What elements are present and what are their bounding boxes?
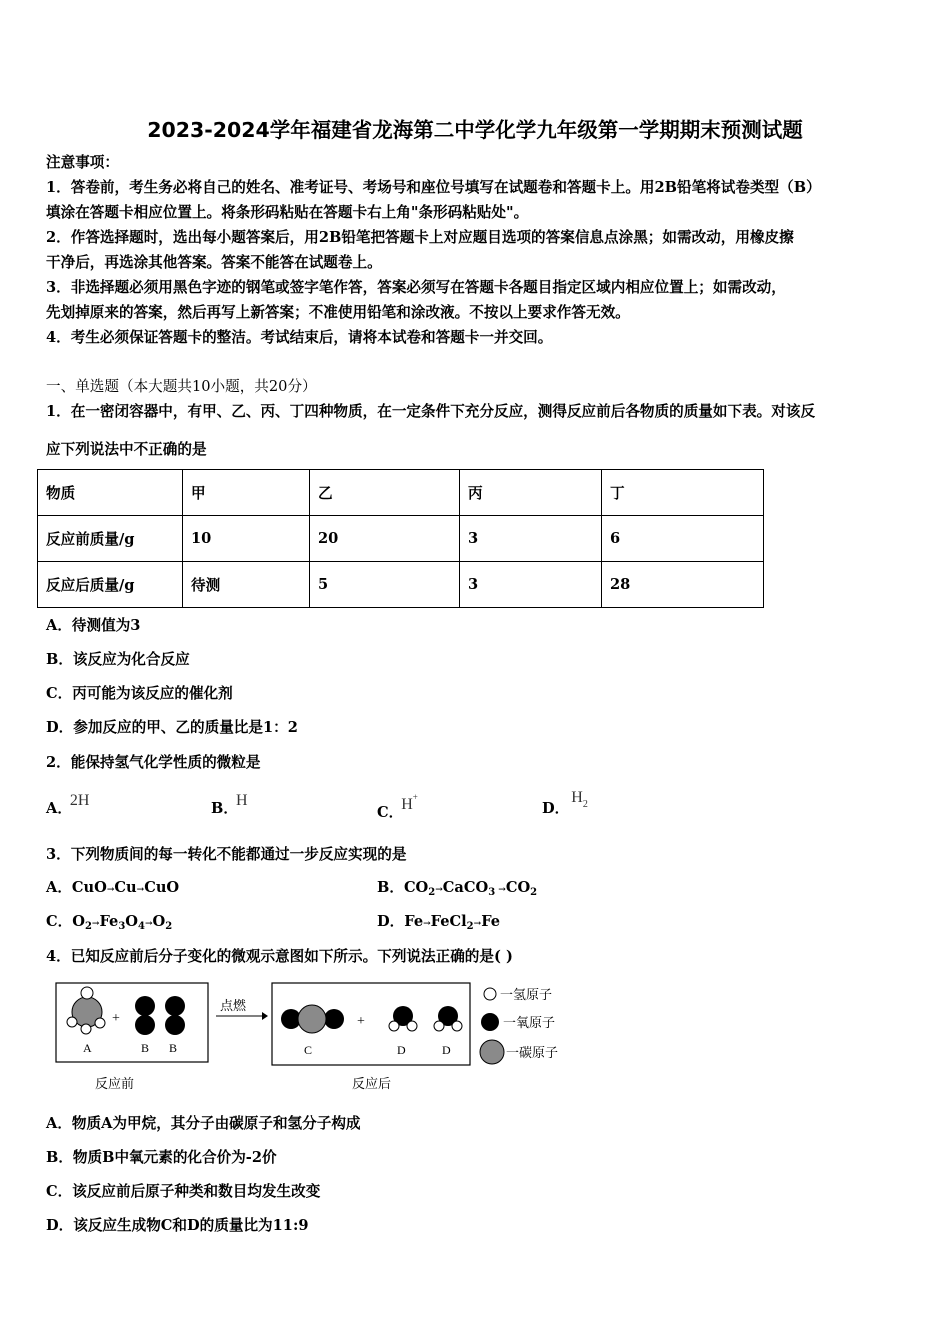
subscript: 2 bbox=[84, 921, 92, 932]
q2-option-d[interactable] bbox=[542, 789, 588, 821]
oxygen-atom bbox=[135, 1015, 155, 1035]
formula: Fe bbox=[481, 913, 501, 930]
formula: CaCO bbox=[442, 879, 489, 896]
subscript: 4 bbox=[138, 921, 145, 932]
plus-sign: + bbox=[357, 1014, 365, 1029]
reaction-diagram bbox=[50, 978, 580, 1098]
formula: CO bbox=[505, 879, 531, 896]
subscript: 2 bbox=[530, 887, 538, 898]
notice-line2b: 干净后，再选涂其他答案。答案不能答在试题卷上。 bbox=[46, 254, 382, 271]
option-label: B． bbox=[377, 879, 404, 896]
option-label: D． bbox=[377, 913, 405, 930]
q3-option-d[interactable] bbox=[377, 912, 500, 937]
table-cell: 20 bbox=[310, 516, 460, 562]
option-label: D． bbox=[542, 800, 570, 817]
legend-hydrogen-icon bbox=[484, 988, 496, 1000]
option-superscript: + bbox=[412, 792, 418, 802]
hydrogen-atom bbox=[67, 1017, 77, 1027]
q3-option-a[interactable] bbox=[46, 878, 179, 900]
q2-stem: 2．能保持氢气化学性质的微粒是 bbox=[46, 754, 261, 771]
table-cell: 待测 bbox=[183, 562, 310, 608]
table-cell: 甲 bbox=[183, 470, 310, 516]
oxygen-atom bbox=[165, 1015, 185, 1035]
option-value: H bbox=[235, 792, 248, 809]
q1-option-a[interactable]: A．待测值为3 bbox=[46, 617, 141, 634]
q1-option-c[interactable]: C．丙可能为该反应的催化剂 bbox=[46, 685, 233, 702]
q4-stem: 4．已知反应前后分子变化的微观示意图如下所示。下列说法正确的是( ) bbox=[46, 948, 513, 965]
subscript: 2 bbox=[165, 921, 173, 932]
arrow-icon: → bbox=[435, 885, 443, 895]
table-cell: 反应后质量/g bbox=[38, 562, 183, 608]
legend-oxygen-label: 一氧原子 bbox=[503, 1016, 556, 1031]
formula: Fe bbox=[404, 913, 424, 930]
table-row bbox=[38, 562, 764, 608]
table-cell: 反应前质量/g bbox=[38, 516, 183, 562]
hydrogen-atom bbox=[95, 1018, 105, 1028]
q4-option-a[interactable]: A．物质A为甲烷，其分子由碳原子和氢分子构成 bbox=[46, 1115, 361, 1132]
table-cell: 6 bbox=[602, 516, 764, 562]
q3-option-b[interactable] bbox=[377, 878, 537, 903]
notice-line3a: 3．非选择题必须用黑色字迹的钢笔或签字笔作答，答案必须写在答题卡各题目指定区域内相应位置上；如需改动， bbox=[46, 279, 786, 296]
option-label: C． bbox=[46, 913, 73, 930]
table-cell: 丙 bbox=[460, 470, 602, 516]
arrow-icon: → bbox=[423, 919, 431, 929]
q4-option-c[interactable]: C．该反应前后原子种类和数目均发生改变 bbox=[46, 1183, 321, 1200]
formula: O bbox=[125, 913, 138, 930]
hydrogen-atom bbox=[407, 1021, 417, 1031]
subscript: 2 bbox=[466, 921, 474, 932]
table-cell: 丁 bbox=[602, 470, 764, 516]
label-a: A bbox=[83, 1041, 92, 1055]
notice-line2a: 2．作答选择题时，选出每小题答案后，用2B铅笔把答题卡上对应题目选项的答案信息点涂黑；如需改动，用橡皮擦 bbox=[46, 229, 794, 246]
table-row bbox=[38, 516, 764, 562]
q1-stem-line1: 1．在一密闭容器中，有甲、乙、丙、丁四种物质，在一定条件下充分反应，测得反应前后各物质的质量如下表。对该反 bbox=[46, 403, 816, 420]
legend-carbon-icon bbox=[480, 1040, 504, 1064]
q3-stem: 3．下列物质间的每一转化不能都通过一步反应实现的是 bbox=[46, 846, 407, 863]
option-label: B． bbox=[211, 800, 238, 817]
subscript: 3 bbox=[488, 887, 496, 898]
section-heading: 一、单选题（本大题共10小题，共20分） bbox=[46, 378, 317, 395]
q1-option-d[interactable]: D．参加反应的甲、乙的质量比是1：2 bbox=[46, 719, 298, 736]
q2-option-b[interactable] bbox=[211, 792, 250, 819]
label-c: C bbox=[304, 1043, 313, 1057]
table-cell: 3 bbox=[460, 562, 602, 608]
table-cell: 28 bbox=[602, 562, 764, 608]
option-label: C． bbox=[377, 804, 404, 821]
legend-hydrogen-label: 一氢原子 bbox=[500, 988, 553, 1003]
q2-option-a[interactable] bbox=[46, 792, 91, 819]
hydrogen-atom bbox=[81, 1024, 91, 1034]
q1-option-b[interactable]: B．该反应为化合反应 bbox=[46, 651, 190, 668]
formula: FeCl bbox=[430, 913, 467, 930]
notice-line1a: 1．答卷前，考生务必将自己的姓名、准考证号、考场号和座位号填写在试题卷和答题卡上。用2B铅笔将试卷类型（B） bbox=[46, 179, 821, 196]
hydrogen-atom bbox=[389, 1021, 399, 1031]
arrow-icon: → bbox=[106, 885, 115, 895]
option-value: H bbox=[401, 796, 413, 813]
label-d: D bbox=[442, 1043, 451, 1057]
formula: O bbox=[72, 913, 85, 930]
option-value: H bbox=[571, 789, 583, 806]
arrow-icon: → bbox=[144, 919, 153, 929]
arrow-icon: → bbox=[91, 919, 100, 929]
legend-carbon-label: 一碳原子 bbox=[506, 1046, 559, 1061]
oxygen-atom bbox=[165, 996, 185, 1016]
table-header-row bbox=[38, 470, 764, 516]
mass-table bbox=[37, 469, 764, 608]
label-b: B bbox=[169, 1041, 178, 1055]
option-value: 2H bbox=[69, 792, 90, 809]
notice-line3b: 先划掉原来的答案，然后再写上新答案；不准使用铅笔和涂改液。不按以上要求作答无效。 bbox=[46, 304, 630, 321]
formula: Fe bbox=[99, 913, 119, 930]
formula: CuO bbox=[144, 879, 180, 896]
notice-line1b: 填涂在答题卡相应位置上。将条形码粘贴在答题卡右上角"条形码粘贴处"。 bbox=[46, 204, 529, 221]
q3-option-c[interactable] bbox=[46, 912, 172, 937]
option-subscript: 2 bbox=[582, 799, 588, 810]
notice-heading: 注意事项： bbox=[46, 154, 119, 171]
arrow-icon: → bbox=[136, 885, 145, 895]
table-cell: 3 bbox=[460, 516, 602, 562]
q4-option-d[interactable]: D．该反应生成物C和D的质量比为11:9 bbox=[46, 1217, 309, 1234]
subscript: 3 bbox=[118, 921, 126, 932]
q1-stem-line2: 应下列说法中不正确的是 bbox=[46, 441, 207, 458]
table-cell: 乙 bbox=[310, 470, 460, 516]
carbon-atom bbox=[298, 1005, 326, 1033]
formula: Cu bbox=[114, 879, 137, 896]
oxygen-atom bbox=[324, 1009, 344, 1029]
table-cell: 物质 bbox=[38, 470, 183, 516]
oxygen-atom bbox=[135, 996, 155, 1016]
arrow-icon: → bbox=[498, 885, 506, 895]
caption-before: 反应前 bbox=[95, 1077, 135, 1092]
arrow-icon: → bbox=[473, 919, 482, 929]
hydrogen-atom bbox=[434, 1021, 444, 1031]
label-d: D bbox=[397, 1043, 406, 1057]
hydrogen-atom bbox=[81, 987, 93, 999]
caption-after: 反应后 bbox=[352, 1077, 392, 1092]
label-b: B bbox=[141, 1041, 150, 1055]
q2-option-c[interactable] bbox=[377, 792, 420, 823]
table-cell: 5 bbox=[310, 562, 460, 608]
option-label: A． bbox=[46, 800, 72, 817]
hydrogen-atom bbox=[452, 1021, 462, 1031]
option-label: A． bbox=[46, 879, 72, 896]
page-title: 2023-2024学年福建省龙海第二中学化学九年级第一学期期末预测试题 bbox=[147, 118, 803, 142]
table-cell: 10 bbox=[183, 516, 310, 562]
q4-option-b[interactable]: B．物质B中氧元素的化合价为-2价 bbox=[46, 1149, 277, 1166]
legend-oxygen-icon bbox=[481, 1013, 499, 1031]
subscript: 2 bbox=[428, 887, 436, 898]
formula: O bbox=[152, 913, 166, 930]
reaction-arrow-head bbox=[262, 1012, 268, 1020]
formula: CuO bbox=[71, 879, 107, 896]
formula: CO bbox=[403, 879, 429, 896]
plus-sign: + bbox=[112, 1011, 120, 1026]
condition-label: 点燃 bbox=[220, 999, 247, 1014]
notice-line4: 4．考生必须保证答题卡的整洁。考试结束后，请将本试卷和答题卡一并交回。 bbox=[46, 329, 553, 346]
